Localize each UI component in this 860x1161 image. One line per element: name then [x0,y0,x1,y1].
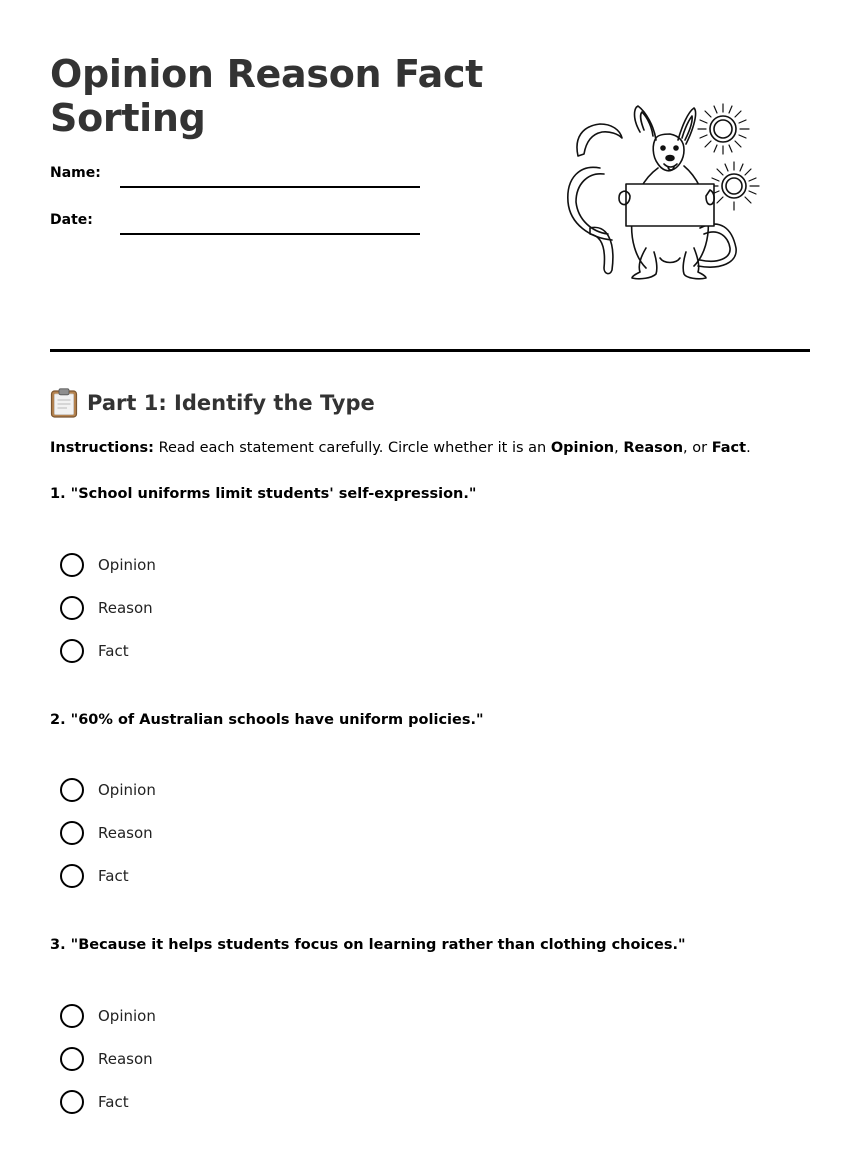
option-label: Fact [98,642,129,660]
question-1: 1. "School uniforms limit students' self-expression." [50,486,477,502]
radio-circle[interactable] [60,1047,84,1071]
question-2: 2. "60% of Australian schools have uniform policies." [50,712,484,728]
option-label: Fact [98,867,129,885]
part1-heading-text: Part 1: Identify the Type [87,391,375,415]
part1-heading [50,388,375,418]
radio-circle[interactable] [60,821,84,845]
instructions-sep: , [614,440,624,456]
radio-circle[interactable] [60,639,84,663]
instructions-end: . [746,440,751,456]
date-field[interactable] [120,233,420,235]
radio-circle[interactable] [60,778,84,802]
instructions-fact: Fact [711,440,747,456]
q2-option-reason[interactable] [60,820,153,846]
sun-icon [710,162,759,210]
instructions-opinion: Opinion [550,440,615,456]
instructions-reason: Reason [623,440,684,456]
q2-option-opinion[interactable] [60,777,156,803]
option-label: Fact [98,1093,129,1111]
q3-option-opinion[interactable] [60,1003,156,1029]
option-label: Reason [98,599,153,617]
q1-option-fact[interactable] [60,638,129,664]
sun-icon [698,104,749,154]
radio-circle[interactable] [60,1004,84,1028]
instructions-label: Instructions: [50,440,154,456]
name-field[interactable] [120,186,420,188]
title-line-2: Sorting [50,96,206,140]
date-label: Date: [50,212,93,228]
kangaroo-mascot-icon [560,98,770,284]
radio-circle[interactable] [60,1090,84,1114]
worksheet-title [50,52,483,140]
clipboard-icon [50,388,78,418]
radio-circle[interactable] [60,864,84,888]
instructions [50,440,751,456]
question-3: 3. "Because it helps students focus on learning rather than clothing choices." [50,937,686,953]
instructions-sep: , or [683,440,712,456]
instructions-text: Read each statement carefully. Circle whether it is an [153,440,551,456]
option-label: Reason [98,824,153,842]
q1-option-reason[interactable] [60,595,153,621]
option-label: Reason [98,1050,153,1068]
radio-circle[interactable] [60,596,84,620]
section-divider [50,349,810,352]
q2-option-fact[interactable] [60,863,129,889]
option-label: Opinion [98,781,156,799]
option-label: Opinion [98,556,156,574]
name-label: Name: [50,165,101,181]
q3-option-fact[interactable] [60,1089,129,1115]
option-label: Opinion [98,1007,156,1025]
q3-option-reason[interactable] [60,1046,153,1072]
radio-circle[interactable] [60,553,84,577]
title-line-1: Opinion Reason Fact [50,52,484,96]
q1-option-opinion[interactable] [60,552,156,578]
